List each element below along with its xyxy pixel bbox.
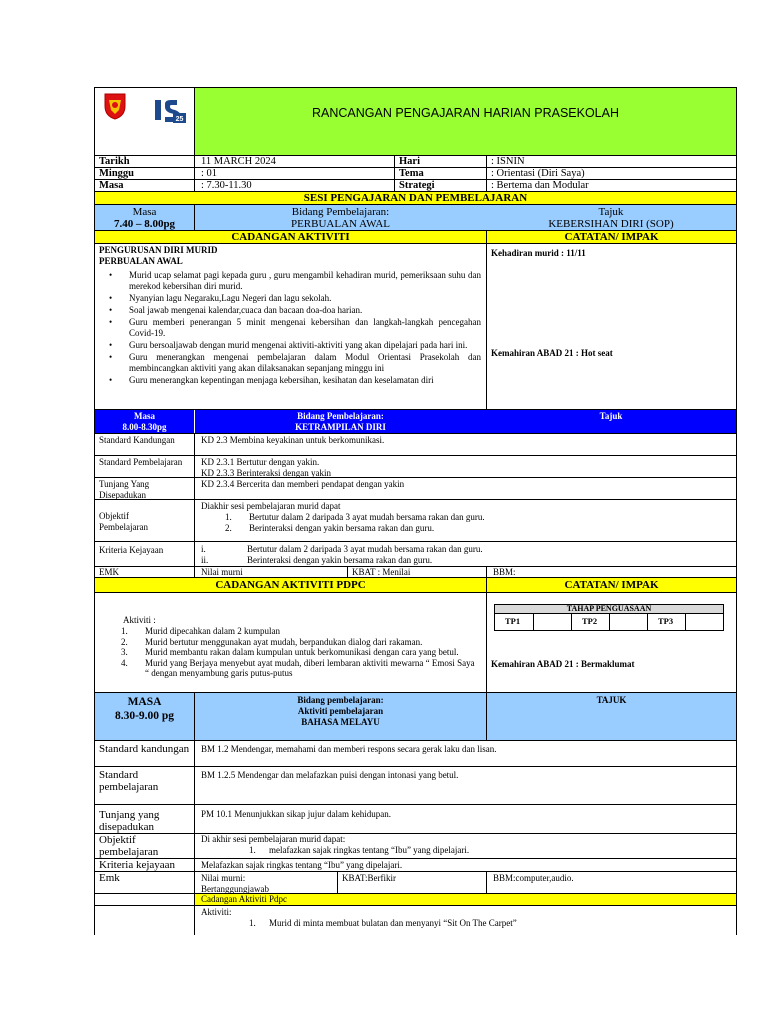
list-item: 2. Berinteraksi dengan yakin bersama rakan dan guru. [225,522,435,533]
sesi2-obj-value [194,500,736,542]
sesi2-obj-row [95,499,736,542]
sesi2-activity-list [99,626,481,679]
sesi2-sp-value1: KD 2.3.1 Bertutur dengan yakin. [201,457,320,467]
sesi1-bidang [194,205,486,231]
sesi3-obj-label: Objektif pembelajaran [99,834,159,858]
sesi3-sp-value: BM 1.2.5 Mendengar dan melafazkan puisi dengan intonasi yang betul. [194,767,736,805]
list-item: • Soal jawab mengenai kalendar,cuaca dan bacaan doa-doa harian. [129,305,481,316]
list-item: • Guru menerangkan kepentingan menjaga kebersihan, kesihatan dan keselamatan diri [129,375,481,386]
list-item: • Nyanyian lagu Negaraku,Lagu Negeri dan lagu sekolah. [129,293,481,304]
tp3-label: TP3 [647,614,685,631]
sesi3-kk-value: Melafazkan sajak ringkas tentang “Ibu” yang dipelajari. [194,859,736,872]
sesi2-sp-value [194,456,736,478]
sesi2-body [95,592,736,693]
sesi2-bidang-value: KETRAMPILAN DIRI [295,422,386,432]
sesi1-catatan: CATATAN/ IMPAK [486,231,736,244]
sesi2-header-row [95,409,736,434]
list-item: 1. melafazkan sajak ringkas tentang “Ibu” yang dipelajari. [249,845,470,855]
sesi3-masa-label: MASA [127,696,162,708]
sesi3-emk-label: Emk [99,872,120,884]
sesi3-nilai [194,872,337,894]
tema-value: : Orientasi (Diri Saya) [486,168,736,180]
sesi3-bidang [194,693,486,741]
sesi2-kk-value [194,542,736,567]
list-item: ii. Berinteraksi dengan yakin bersama rakan dan guru. [201,555,433,565]
sesi3-sk-label: Standard kandungan [99,743,190,755]
sesi2-cadangan: CADANGAN AKTIVITI PDPC [215,579,366,591]
sesi3-body [95,905,736,935]
sesi2-obj-list [201,512,736,533]
sesi1-header-row [95,204,736,231]
sesi2-bbm: BBM: [486,567,736,578]
sesi3-obj-intro: Di akhir sesi pembelajaran murid dapat: [201,834,346,844]
sesi3-kk-row [95,858,736,872]
sesi2-tajuk: Tajuk [599,411,623,421]
sesi2-activities [99,593,481,693]
sesi3-sp-row [95,766,736,805]
tarikh-value: 11 MARCH 2024 [194,156,394,168]
sesi3-ty-label: Tunjang yang disepadukan [99,809,160,833]
sesi2-obj-label: Objektif Pembelajaran [99,511,148,532]
list-item: • Guru memberi penerangan 5 minit mengenai kebersihan dan langkah-langkah pencegahan Covid-19. [129,317,481,339]
sesi3-nilai-label: Nilai murni: [201,873,246,883]
sesi3-ty-row [95,804,736,834]
sesi2-ty-value: KD 2.3.4 Bercerita dan memberi pendapat dengan yakin [194,478,736,500]
sesi1-masa-value: 7.40 – 8.00pg [113,218,176,230]
sesi1-masa [95,206,194,230]
minggu-value: : 01 [194,168,394,180]
sesi3-ty-value: PM 10.1 Menunjukkan sikap jujur dalam kehidupan. [194,805,736,834]
list-item: • Guru bersoaljawab dengan murid mengenai aktiviti-aktiviti yang akan dipelajari pada hari ini. [129,340,481,351]
tahap-header [494,604,724,614]
list-item: 3. Murid membantu rakan dalam kumpulan untuk berkomunikasi dengan cara yang betul. [121,647,459,657]
sesi2-sk-value: KD 2.3 Membina keyakinan untuk berkomunikasi. [194,434,736,456]
sesi1-activity-list [99,270,481,386]
sesi2-kk-label: Kriteria Kejayaan [99,545,164,555]
tp-row [494,614,724,631]
sesi3-activities [194,906,736,935]
sesi1-body [95,243,736,410]
masa-value: : 7.30-11.30 [194,180,394,192]
sesi1-bidang-label: Bidang Pembelajaran: [291,206,390,218]
sesi2-masa-value: 8.00-8.30pg [122,422,167,432]
list-item: 1. Bertutur dalam 2 daripada 3 ayat mudah bersama rakan dan guru. [225,512,485,522]
tp1-value [533,614,571,631]
tp3-value [685,614,723,631]
sesi2-subheader-row [95,577,736,593]
list-item: 4. Murid yang Berjaya menyebut ayat mudah, diberi lembaran aktiviti mewarna “ Emosi Saya “ dengan menyambung garis putus-putus [121,657,475,678]
list-item: i. Bertutur dalam 2 daripada 3 ayat mudah bersama rakan dan guru. [201,544,483,554]
sesi1-bidang-value: PERBUALAN AWAL [290,218,391,230]
sesi3-tajuk: TAJUK [486,693,736,741]
sesi2-obj-intro: Diakhir sesi pembelajaran murid dapat [201,501,341,511]
sesi3-masa [95,695,194,723]
tahap-label: TAHAP PENGUASAAN [566,604,652,613]
hari-value: : ISNIN [486,156,736,168]
strategi-value: : Bertema dan Modular [486,180,736,192]
sesi2-masa-label: Masa [134,411,155,421]
sesi2-catatan: CATATAN/ IMPAK [486,578,736,593]
sesi3-emk-row [95,871,736,894]
sesi2-sp-label: Standard Pembelajaran [99,457,183,467]
sesi1-tajuk [486,206,736,230]
sesi3-bidang-label: Bidang pembelajaran: [297,695,384,705]
sesi3-nilai-value: Bertanggungjawab [201,884,269,894]
sesi1-heading2: PERBUALAN AWAL [99,256,183,266]
kemahiran-text: Kemahiran ABAD 21 : Hot seat [491,348,613,358]
list-item: 1. Murid di minta membuat bulatan dan menyanyi “Sit On The Carpet” [249,918,517,928]
sesi3-bidang-sub: Aktiviti pembelajaran [297,706,384,716]
sesi3-kbat: KBAT:Berfikir [337,872,486,894]
sesi3-cadangan: Cadangan Aktiviti Pdpc [201,894,287,904]
tp2-value [609,614,647,631]
hari-label: Hari [394,156,486,168]
masa-label: Masa [99,180,124,191]
sesi2-kemahiran: Kemahiran ABAD 21 : Bermaklumat [491,659,635,669]
svg-text:25: 25 [175,116,184,123]
sesi2-sp-value2: KD 2.3.3 Berinteraksi dengan yakin [201,468,331,478]
logo-area [95,88,194,155]
lesson-plan-page [94,87,737,935]
sesi3-masa-value: 8.30-9.00 pg [114,710,175,722]
sesi2-kk-row [95,541,736,567]
sesi2-emk-label: EMK [99,567,119,577]
sesi2-masa [95,411,194,433]
sesi2-bidang-label: Bidang Pembelajaran: [297,411,384,421]
sesi1-tajuk-value: KEBERSIHAN DIRI (SOP) [548,218,674,230]
sesi2-aktiviti-label: Aktiviti : [123,615,156,625]
sesi3-sp-label: Standard pembelajaran [99,769,159,793]
school-crest-icon [103,92,127,120]
sesi3-aktiviti-label: Aktiviti: [201,907,232,917]
sesi2-ty-row [95,477,736,500]
sesi3-header-row [95,692,736,741]
sesi3-sk-row [95,740,736,767]
sesi2-bidang [194,410,486,434]
minggu-label: Minggu [99,168,135,179]
list-item: 1. Murid dipecahkan dalam 2 kumpulan [121,626,280,636]
sesi-title: SESI PENGAJARAN DAN PEMBELAJARAN [303,192,528,204]
sesi3-sk-value: BM 1.2 Mendengar, memahami dan memberi respons secara gerak laku dan lisan. [194,741,736,767]
sesi3-obj-value [194,834,736,859]
title-box [194,88,736,155]
kehadiran-text: Kehadiran murid : 11/11 [491,248,586,258]
strategi-label: Strategi [394,180,486,192]
sesi3-bbm: BBM:computer,audio. [486,872,736,894]
sesi3-kk-label: Kriteria kejayaan [99,859,176,871]
sesi2-sk-label: Standard Kandungan [99,435,175,445]
sesi2-sk-row [95,433,736,456]
list-item: • Murid ucap selamat pagi kepada guru , guru mengambil kehadiran murid, pemeriksaan suhu dan merekod kebersihan diri murid. [129,270,481,292]
sesi2-sp-row [95,455,736,478]
list-item: 2. Murid bertutur menggunakan ayat mudah, berpandukan dialog dari rakaman. [121,636,423,647]
tema-label: Tema [394,168,486,180]
sesi2-ty-label: Tunjang Yang Disepadukan [99,479,150,500]
sesi2-notes [486,593,736,693]
header-row [95,88,736,155]
list-item: • Guru menerangkan mengenai pembelajaran dalam Modul Orientasi Prasekolah dan membincangkan aktiviti yang akan dilaksanakan sepanjang minggu ini [129,352,481,374]
sesi3-obj-row [95,833,736,859]
sesi3-bidang-value: BAHASA MELAYU [301,717,380,727]
sesi1-masa-label: Masa [132,206,157,218]
sesi1-notes [486,244,736,410]
tarikh-label: Tarikh [99,156,130,167]
page-title: RANCANGAN PENGAJARAN HARIAN PRASEKOLAH [311,106,619,120]
tp1-label: TP1 [505,616,521,626]
ministry-logo-icon [153,96,187,126]
sesi2-nilai: Nilai murni [194,567,347,578]
sesi-title-row [95,191,736,205]
sesi2-kbat: KBAT : Menilai [347,567,486,578]
sesi1-heading1: PENGURUSAN DIRI MURID [99,245,218,255]
tp2-label: TP2 [571,614,609,631]
sesi1-subheader-row [95,230,736,244]
sesi1-tajuk-label: Tajuk [598,206,624,218]
sesi1-activities [99,245,481,409]
sesi1-cadangan: CADANGAN AKTIVITI [231,231,350,243]
